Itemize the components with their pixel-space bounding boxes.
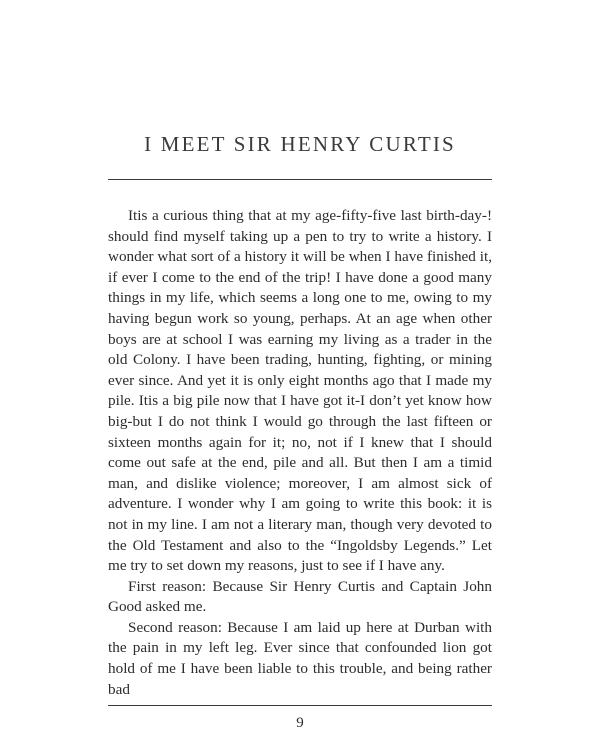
paragraph: Itis a curious thing that at my age-fifty-five last birth-day-! should find myself taking up a pen to try to write a history. I wonder what sort of a history it will be when I have finished it, if ever I come to the end of the trip! I have done a good many things in my life, which seems a long one to me, owing to my having begun work so young, perhaps. At an age when other boys are at school I was earning my living as a trader in the old Colony. I have been trading, hunting, fighting, or mining ever since. And yet it is only eight months ago that I made my pile. Itis a big pile now that I have got it-I don’t yet know how big-but I do not think I would go through the last fifteen or sixteen months again for it; no, not if I knew that I should come out safe at the end, pile and all. But then I am a timid man, and dislike violence; moreover, I am almost sick of adventure. I wonder why I am going to write this book: it is not in my line. I am not a literary man, though very devoted to the Old Testament and also to the “Ingoldsby Legends.” Let me try to set down my reasons, just to see if I have any. xyxy=(108,207,492,575)
title-divider xyxy=(108,179,492,180)
page-number: 9 xyxy=(296,715,304,731)
paragraph: Second reason: Because I am laid up here at Durban with the pain in my left leg. Ever since that confounded lion got hold of me I have been liable to this trouble, and being rather bad xyxy=(108,618,492,698)
body-text xyxy=(108,206,492,700)
chapter-title: I MEET SIR HENRY CURTIS xyxy=(144,132,456,156)
paragraph: First reason: Because Sir Henry Curtis and Captain John Good asked me. xyxy=(108,577,492,616)
footer-divider xyxy=(108,705,492,706)
